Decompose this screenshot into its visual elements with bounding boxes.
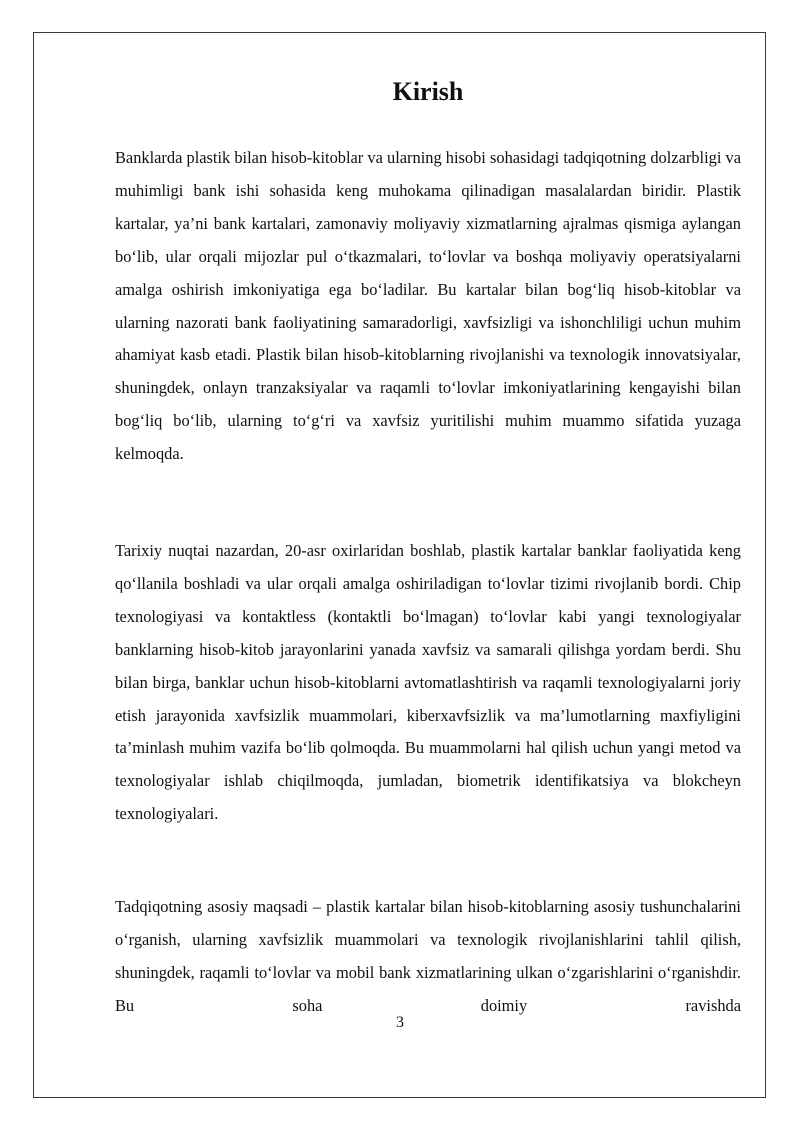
- paragraph-3: Tadqiqotning asosiy maqsadi – plastik kartalar bilan hisob-kitoblarning asosiy tushunchalarini o‘rganish, ularning xavfsizlik muammolari va texnologik rivojlanishlarini tahlil qilish, shuningdek, raqamli to‘lovlar va mobil bank xizmatlarining ulkan o‘zgarishlarini o‘rganishdir. Bu soha doimiy ravishda: [115, 897, 741, 1015]
- paragraph-1: Banklarda plastik bilan hisob-kitoblar va ularning hisobi sohasidagi tadqiqotning dolzarbligi va muhimligi bank ishi sohasida keng muhokama qilinadigan masalalardan biridir. Plastik kartalar, ya’ni bank kartalari, zamonaviy moliyaviy xizmatlarning ajralmas qismiga aylangan bo‘lib, ular orqali mijozlar pul o‘tkazmalari, to‘lovlar va boshqa moliyaviy operatsiyalarni amalga oshirish imkoniyatiga ega bo‘ladilar. Bu kartalar bilan bog‘liq hisob-kitoblar va ularning nazorati bank faoliyatining samaradorligi, xavfsizligi va ishonchliligi uchun muhim ahamiyat kasb etadi. Plastik bilan hisob-kitoblarning rivojlanishi va texnologik innovatsiyalar, shuningdek, onlayn tranzaksiyalar va raqamli to‘lovlar imkoniyatlarining kengayishi bilan bog‘liq bo‘lib, ularning to‘g‘ri va xavfsiz yuritilishi muhim muammo sifatida yuzaga kelmoqda.: [115, 148, 741, 464]
- paragraph-2: Tarixiy nuqtai nazardan, 20-asr oxirlaridan boshlab, plastik kartalar banklar faoliyatida keng qo‘llanila boshladi va ular orqali amalga oshiriladigan to‘lovlar tizimi rivojlanib bordi. Chip texnologiyasi va kontaktless (kontaktli bo‘lmagan) to‘lovlar kabi yangi texnologiyalar banklarning hisob-kitob jarayonlarini yanada xavfsiz va samarali qilishga yordam berdi. Shu bilan birga, banklar uchun hisob-kitoblarni avtomatlashtirish va raqamli texnologiyalarni joriy etish jarayonida xavfsizlik muammolari, kiberxavfsizlik va ma’lumotlarning maxfiyligini ta’minlash muhim vazifa bo‘lib qolmoqda. Bu muammolarni hal qilish uchun yangi metod va texnologiyalar ishlab chiqilmoqda, jumladan, biometrik identifikatsiya va blokcheyn texnologiyalari.: [115, 541, 741, 824]
- page-number: 3: [396, 1014, 404, 1031]
- page-title: Kirish: [392, 77, 464, 106]
